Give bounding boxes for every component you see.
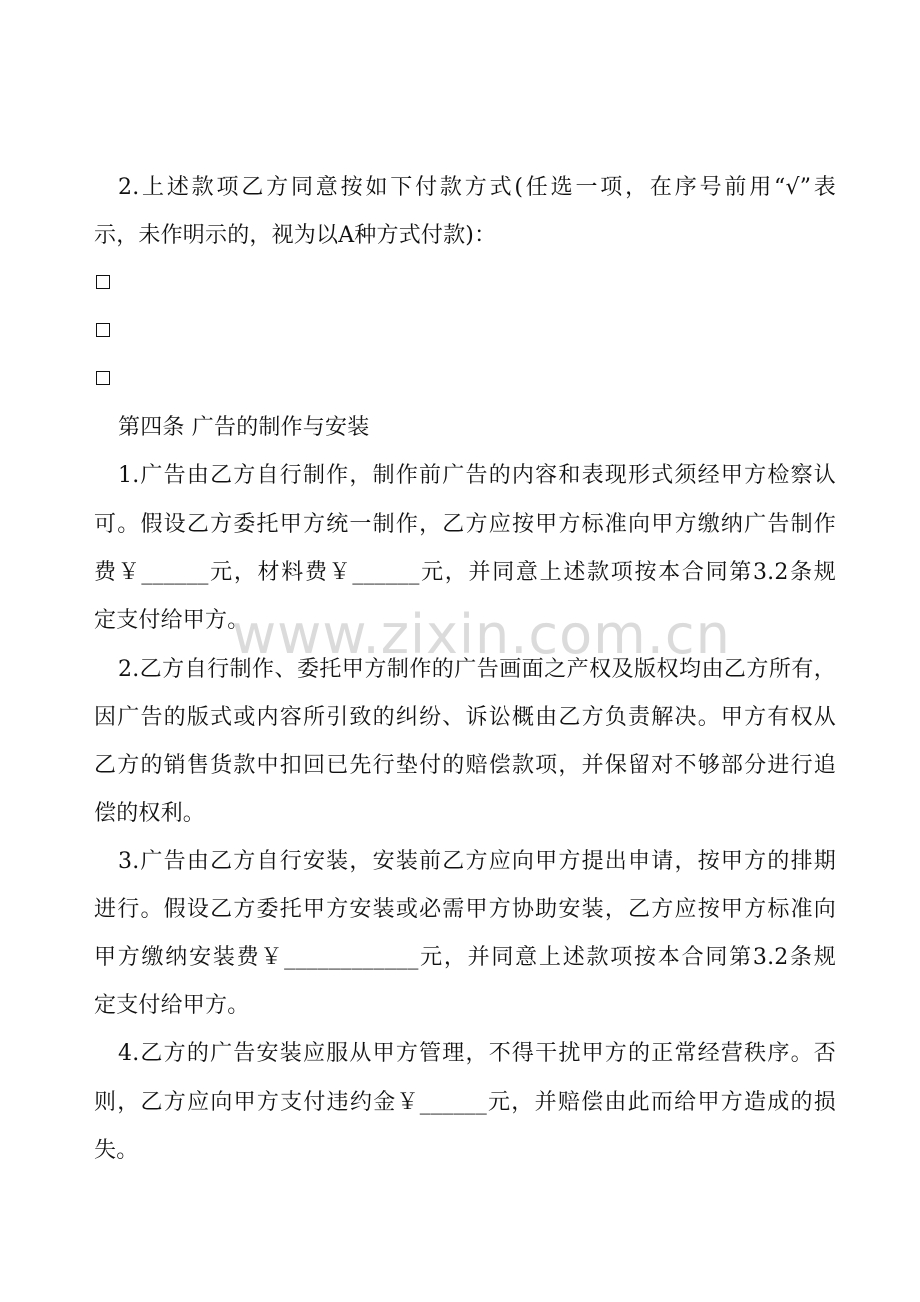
item3-line-4: 定支付给甲方。: [94, 993, 250, 1018]
item1-line-3: 费￥______元，材料费￥______元，并同意上述款项按本合同第3.2条规: [94, 560, 836, 585]
watermark: www.zixin.com.cn: [232, 603, 731, 666]
item1-line-4: 定支付给甲方。: [94, 608, 250, 633]
item2-line-2: 因广告的版式或内容所引致的纠纷、诉讼概由乙方负责解决。甲方有权从: [94, 705, 836, 730]
item3-line-1: 3.广告由乙方自行安装，安装前乙方应向甲方提出申请，按甲方的排期: [118, 849, 836, 874]
payment-clause-line-1: 2.上述款项乙方同意按如下付款方式(任选一项，在序号前用“√”表: [118, 175, 836, 200]
item3-line-3: 甲方缴纳安装费￥____________元，并同意上述款项按本合同第3.2条规: [94, 945, 836, 970]
option-checkbox-c[interactable]: [96, 371, 110, 385]
payment-clause-line-2: 示，未作明示的，视为以A种方式付款)：: [94, 223, 497, 248]
article-heading: 第四条 广告的制作与安装: [118, 415, 370, 440]
item4-line-3: 失。: [94, 1138, 139, 1163]
item1-line-2: 可。假设乙方委托甲方统一制作，乙方应按甲方标准向甲方缴纳广告制作: [94, 512, 836, 537]
item3-line-2: 进行。假设乙方委托甲方安装或必需甲方协助安装，乙方应按甲方标准向: [94, 897, 836, 922]
option-checkbox-a[interactable]: [96, 275, 110, 289]
item4-line-1: 4.乙方的广告安装应服从甲方管理，不得干扰甲方的正常经营秩序。否: [118, 1041, 836, 1066]
option-checkbox-b[interactable]: [96, 323, 110, 337]
item1-line-1: 1.广告由乙方自行制作，制作前广告的内容和表现形式须经甲方检察认: [118, 463, 836, 488]
item2-line-1: 2.乙方自行制作、委托甲方制作的广告画面之产权及版权均由乙方所有，: [118, 657, 836, 682]
item4-line-2: 则，乙方应向甲方支付违约金￥______元，并赔偿由此而给甲方造成的损: [94, 1090, 836, 1115]
item2-line-4: 偿的权利。: [94, 801, 206, 826]
item2-line-3: 乙方的销售货款中扣回已先行垫付的赔偿款项，并保留对不够部分进行追: [94, 753, 836, 778]
